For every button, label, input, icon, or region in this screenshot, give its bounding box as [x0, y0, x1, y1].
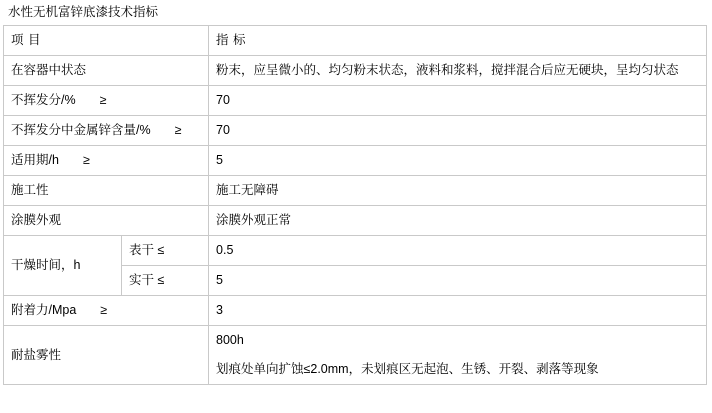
row-value-film-appearance: 涂膜外观正常: [209, 206, 707, 236]
row-label-pot-life: [4, 146, 209, 176]
row-value-hard-dry: 5: [209, 266, 707, 296]
row-operator: ≥: [100, 303, 108, 317]
row-label-text: 适用期/h: [11, 153, 59, 167]
table-row: [4, 206, 707, 236]
row-operator: ≥: [99, 93, 107, 107]
row-value-zinc-content: 70: [209, 116, 707, 146]
row-value-adhesion: 3: [209, 296, 707, 326]
row-label-zinc-content: [4, 116, 209, 146]
row-label-adhesion: [4, 296, 209, 326]
row-value-nonvolatile: 70: [209, 86, 707, 116]
table-row: [4, 146, 707, 176]
row-label-drying-time: 干燥时间，h: [4, 236, 122, 296]
table-row-header: [4, 26, 707, 56]
table-row: [4, 86, 707, 116]
row-value-container-state: 粉末，应呈微小的、均匀粉末状态，液料和浆料，搅拌混合后应无硬块，呈均匀状态: [209, 56, 707, 86]
row-value-salt-spray-detail: 划痕处单向扩蚀≤2.0mm，未划痕区无起泡、生锈、开裂、剥落等现象: [209, 355, 707, 385]
row-label-text: 不挥发分/%: [11, 93, 76, 107]
row-label-container-state: 在容器中状态: [4, 56, 209, 86]
header-cell-index: 指 标: [209, 26, 707, 56]
table-row: [4, 326, 707, 356]
row-label-text: 附着力/Mpa: [11, 303, 77, 317]
row-label-text: 不挥发分中金属锌含量/%: [11, 123, 151, 137]
row-operator: ≥: [82, 153, 90, 167]
row-sublabel-hard-dry: 实干 ≤: [122, 266, 209, 296]
row-sublabel-surface-dry: 表干 ≤: [122, 236, 209, 266]
table-row: [4, 56, 707, 86]
row-value-surface-dry: 0.5: [209, 236, 707, 266]
row-label-salt-spray: 耐盐雾性: [4, 326, 209, 385]
row-label-film-appearance: 涂膜外观: [4, 206, 209, 236]
row-value-pot-life: 5: [209, 146, 707, 176]
row-label-workability: 施工性: [4, 176, 209, 206]
page-title: 水性无机富锌底漆技术指标: [8, 5, 159, 19]
table-row: [4, 116, 707, 146]
row-label-nonvolatile: [4, 86, 209, 116]
table-row: [4, 176, 707, 206]
table-row: [4, 236, 707, 266]
spec-table: [3, 25, 707, 385]
row-value-salt-spray-hours: 800h: [209, 326, 707, 356]
row-value-workability: 施工无障碍: [209, 176, 707, 206]
table-row: [4, 296, 707, 326]
row-operator: ≥: [174, 123, 182, 137]
header-cell-item: 项 目: [4, 26, 209, 56]
